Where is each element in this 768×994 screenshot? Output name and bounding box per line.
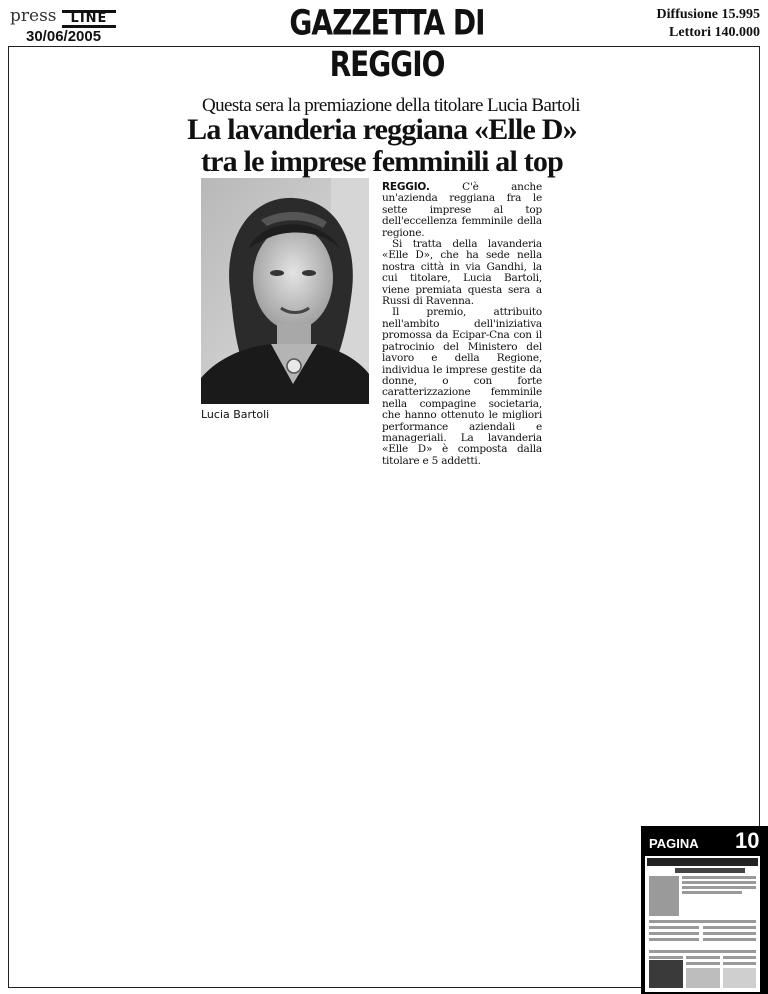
page-badge — [641, 826, 768, 994]
article-paragraph — [382, 182, 542, 239]
clipping-date: 30/06/2005 — [26, 28, 102, 45]
page-thumbnail-illustration — [645, 856, 760, 992]
page-thumbnail-icon — [645, 856, 760, 992]
article-paragraph: Si tratta della lavanderia «Elle D», che ha sede nella nostra città in via Gandhi, la cui titolare, Lucia Bartoli, viene premiata questa sera a Russi di Ravenna. — [382, 238, 542, 308]
article-kicker: Questa sera la premiazione della titolare Lucia Bartoli — [202, 95, 580, 116]
article-paragraph: Il premio, attribuito nell'ambito dell'iniziativa promossa da Ecipar-Cna con il patrocinio del Ministero del lavoro e della Regione, individua le imprese gestite da donne, o con forte caratterizzazione femminile nella compagine societaria, che hanno ottenuto le migliori performance aziendali e manageriali. La lavanderia «Elle D» è composta dalla titolare e 5 addetti. — [382, 306, 542, 467]
paragraph-1-text: C'è anche un'azienda reggiana fra le sette imprese al top dell'eccellenza femminile della regione. — [382, 181, 542, 239]
headline-line-2: tra le imprese femminili al top — [200, 145, 564, 178]
circulation-info — [610, 6, 760, 42]
article-headline — [172, 114, 592, 178]
readers-count: Lettori 140.000 — [669, 25, 760, 40]
article-body — [382, 182, 542, 467]
circulation-count: Diffusione 15.995 — [656, 7, 760, 22]
logo-line-word: LINE — [62, 10, 116, 28]
headline-line-1: La lavanderia reggiana «Elle D» — [187, 113, 577, 146]
page-label: PAGINA — [649, 836, 699, 851]
portrait-photo-icon — [201, 178, 369, 404]
logo-press-word: press — [10, 6, 57, 26]
article-dateline: REGGIO. — [382, 181, 430, 193]
photo-caption: Lucia Bartoli — [201, 408, 270, 421]
page-number: 10 — [735, 828, 760, 853]
portrait-illustration — [201, 178, 369, 404]
pressline-logo — [10, 6, 120, 28]
newspaper-masthead: GAZZETTA DI REGGIO — [289, 2, 485, 85]
